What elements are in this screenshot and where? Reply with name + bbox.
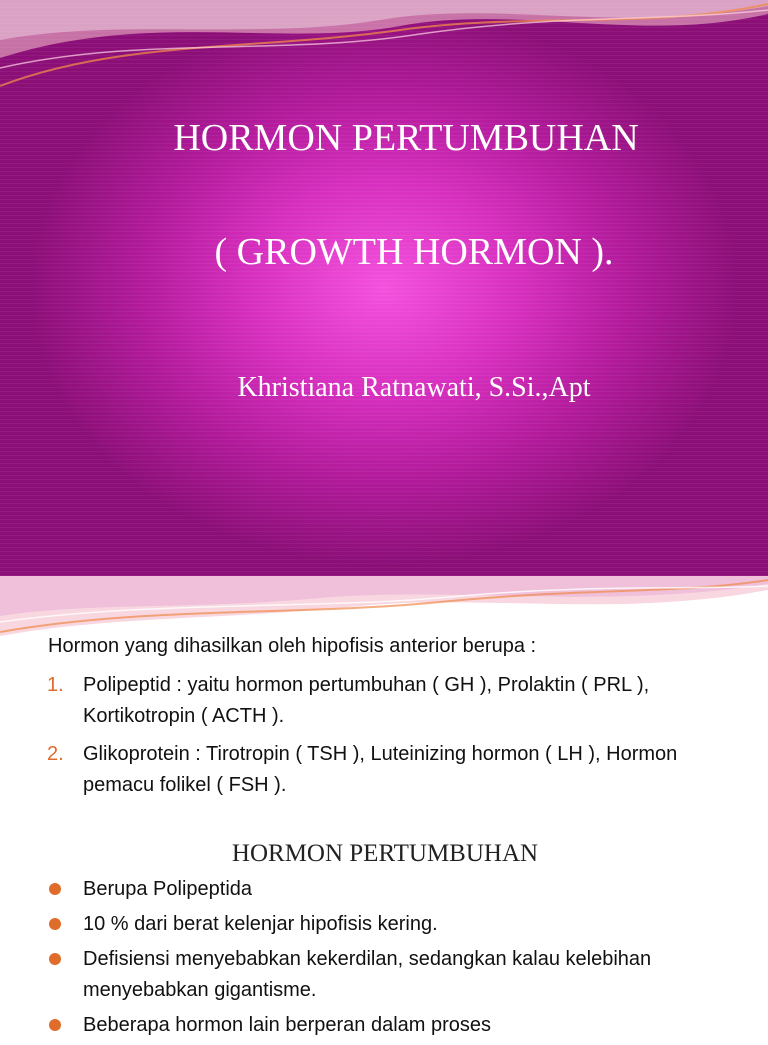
decorative-waves-top bbox=[0, 0, 768, 110]
list-item bbox=[0, 944, 723, 1006]
slide-title: HORMON PERTUMBUHAN bbox=[173, 117, 639, 159]
list-item-text: Defisiensi menyebabkan kekerdilan, sedangkan kalau kelebihan menyebabkan gigantisme. bbox=[83, 948, 652, 1001]
list-item-text: Beberapa hormon lain berperan dalam proses bbox=[83, 1014, 492, 1036]
author-name: Khristiana Ratnawati, S.Si.,Apt bbox=[237, 372, 591, 403]
list-item-text: Glikoprotein : Tirotropin ( TSH ), Luteinizing hormon ( LH ), Hormon pemacu folikel ( FSH ). bbox=[83, 743, 678, 796]
bullet-icon bbox=[49, 883, 61, 895]
bullet-list bbox=[0, 874, 723, 1045]
list-item bbox=[0, 909, 723, 940]
section-heading: HORMON PERTUMBUHAN bbox=[231, 840, 539, 867]
list-number: 1. bbox=[47, 674, 64, 696]
list-number: 2. bbox=[47, 743, 64, 765]
bullet-icon bbox=[49, 918, 61, 930]
decorative-waves-header bbox=[0, 576, 768, 638]
bullet-icon bbox=[49, 953, 61, 965]
list-item bbox=[0, 874, 723, 905]
content-slide bbox=[0, 576, 768, 1036]
list-item bbox=[0, 739, 723, 801]
bullet-icon bbox=[49, 1019, 61, 1031]
list-item bbox=[0, 1010, 723, 1041]
list-item-text: Berupa Polipeptida bbox=[83, 878, 253, 900]
numbered-list bbox=[0, 670, 723, 808]
intro-text: Hormon yang dihasilkan oleh hipofisis anterior berupa : bbox=[48, 635, 537, 657]
slide-subtitle: ( GROWTH HORMON ). bbox=[214, 231, 614, 273]
list-item-text: 10 % dari berat kelenjar hipofisis kering. bbox=[83, 913, 438, 935]
list-item-text: Polipeptid : yaitu hormon pertumbuhan ( GH ), Prolaktin ( PRL ), Kortikotropin ( ACTH ). bbox=[83, 674, 650, 727]
list-item bbox=[0, 670, 723, 732]
